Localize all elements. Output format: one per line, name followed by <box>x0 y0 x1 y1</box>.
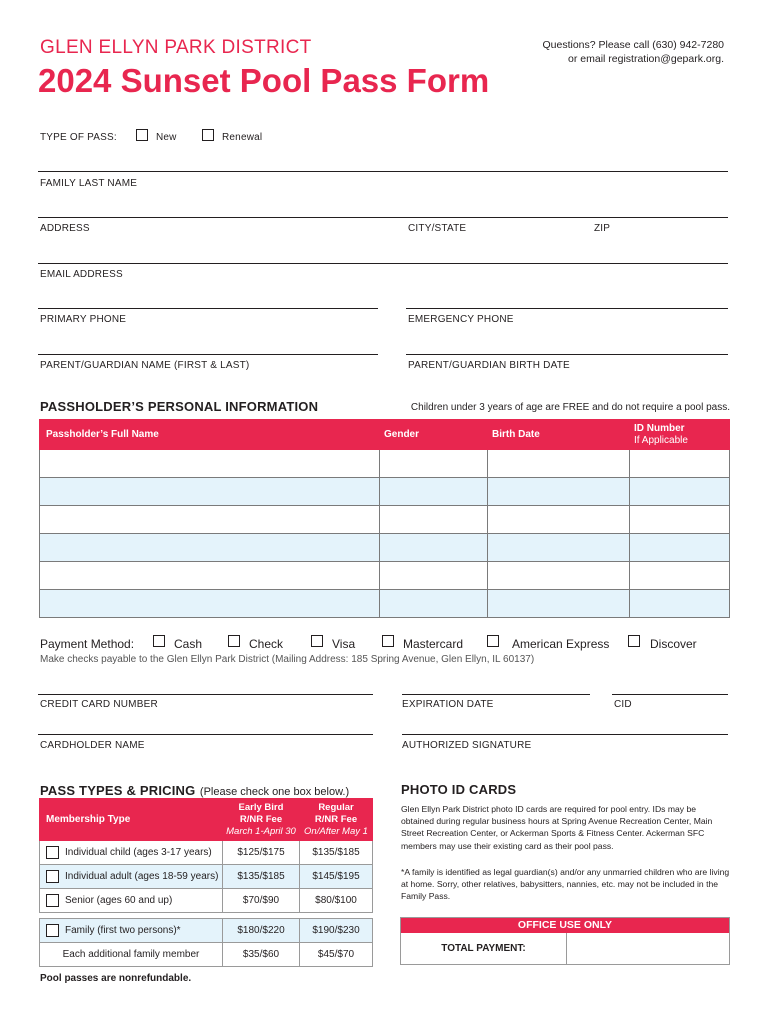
total-payment-label: TOTAL PAYMENT: <box>441 943 526 954</box>
passholder-age-note: Children under 3 years of age are FREE and do not require a pool pass. <box>410 402 730 413</box>
id-number-cell[interactable] <box>630 562 730 590</box>
email-line[interactable] <box>38 263 728 264</box>
gender-cell[interactable] <box>380 450 488 478</box>
regular-date-label: On/After May 1 <box>304 825 368 837</box>
membership-type-label: Individual child (ages 3-17 years) <box>65 847 212 859</box>
membership-type-column-header: Membership Type <box>40 799 223 841</box>
email-label: EMAIL ADDRESS <box>40 269 123 280</box>
birth-date-cell[interactable] <box>488 506 630 534</box>
new-pass-checkbox[interactable] <box>136 129 148 141</box>
membership-type-cell <box>40 865 223 889</box>
early-bird-price: $35/$60 <box>223 943 300 967</box>
membership-type-label: Each additional family member <box>62 949 200 960</box>
passholder-row <box>40 534 730 562</box>
adult-pass-checkbox[interactable] <box>46 870 59 883</box>
visa-label: Visa <box>332 637 356 651</box>
discover-option <box>650 635 697 653</box>
passholder-row <box>40 562 730 590</box>
family-last-name-label: FAMILY LAST NAME <box>40 178 138 189</box>
regular-price: $135/$185 <box>300 841 373 865</box>
office-use-header: OFFICE USE ONLY <box>401 918 729 933</box>
early-bird-price: $70/$90 <box>223 889 300 913</box>
family-definition-note: *A family is identified as legal guardian(s) and/or any unmarried children who are living at home. Sorry, other relatives, babysitters, nannies, etc. may not be included in the Family Pass. <box>401 867 730 902</box>
birth-date-cell[interactable] <box>488 478 630 506</box>
pricing-section-subtitle: (Please check one box below.) <box>199 786 350 798</box>
contact-phone: Questions? Please call (630) 942-7280 <box>542 39 724 51</box>
gender-cell[interactable] <box>380 506 488 534</box>
renewal-pass-checkbox[interactable] <box>202 129 214 141</box>
address-line[interactable] <box>38 217 728 218</box>
id-number-cell[interactable] <box>630 590 730 618</box>
regular-price: $80/$100 <box>300 889 373 913</box>
passholder-row <box>40 590 730 618</box>
gender-cell[interactable] <box>380 534 488 562</box>
cardholder-name-label: CARDHOLDER NAME <box>40 740 145 751</box>
credit-card-number-line[interactable] <box>38 694 373 695</box>
pricing-row-family <box>40 919 373 943</box>
cardholder-name-line[interactable] <box>38 734 373 735</box>
full-name-cell[interactable] <box>40 562 380 590</box>
guardian-birth-date-label: PARENT/GUARDIAN BIRTH DATE <box>408 360 570 371</box>
address-label: ADDRESS <box>40 223 90 234</box>
renewal-pass-option-label: Renewal <box>222 132 263 143</box>
cash-option <box>174 635 202 653</box>
expiration-date-label: EXPIRATION DATE <box>402 699 494 710</box>
office-use-box <box>400 917 730 965</box>
discover-label: Discover <box>650 637 697 651</box>
early-bird-price: $125/$175 <box>223 841 300 865</box>
id-number-column-header <box>630 420 730 450</box>
passholder-row <box>40 478 730 506</box>
pricing-row-senior <box>40 889 373 913</box>
membership-type-label: Individual adult (ages 18-59 years) <box>65 871 219 883</box>
authorized-signature-line[interactable] <box>402 734 728 735</box>
birth-date-cell[interactable] <box>488 534 630 562</box>
early-bird-column-header <box>223 799 300 841</box>
membership-type-cell <box>40 841 223 865</box>
guardian-name-label: PARENT/GUARDIAN NAME (FIRST & LAST) <box>40 360 250 371</box>
id-number-label: ID Number <box>634 422 685 434</box>
early-bird-price: $135/$185 <box>223 865 300 889</box>
pricing-row-adult <box>40 865 373 889</box>
gender-cell[interactable] <box>380 590 488 618</box>
cid-line[interactable] <box>612 694 728 695</box>
visa-option <box>332 635 355 653</box>
senior-pass-checkbox[interactable] <box>46 894 59 907</box>
full-name-column-header: Passholder’s Full Name <box>40 420 380 450</box>
city-state-label: CITY/STATE <box>408 223 467 234</box>
id-number-cell[interactable] <box>630 478 730 506</box>
zip-label: ZIP <box>594 223 611 234</box>
cash-checkbox[interactable] <box>153 635 165 647</box>
birth-date-cell[interactable] <box>488 450 630 478</box>
id-number-sublabel: If Applicable <box>634 434 688 446</box>
guardian-name-line[interactable] <box>38 354 378 355</box>
check-checkbox[interactable] <box>228 635 240 647</box>
full-name-cell[interactable] <box>40 590 380 618</box>
regular-price: $45/$70 <box>300 943 373 967</box>
authorized-signature-label: AUTHORIZED SIGNATURE <box>402 740 532 751</box>
organization-name: GLEN ELLYN PARK DISTRICT <box>40 37 312 58</box>
early-bird-date-label: March 1-April 30 <box>226 825 296 837</box>
passholder-row <box>40 450 730 478</box>
american-express-checkbox[interactable] <box>487 635 499 647</box>
check-payable-note: Make checks payable to the Glen Ellyn Park District (Mailing Address: 185 Spring Avenue, Glen Ellyn, IL 60137) <box>40 654 535 665</box>
mastercard-option <box>403 635 463 653</box>
full-name-cell[interactable] <box>40 534 380 562</box>
regular-fee-label: R/NR Fee <box>314 813 358 825</box>
emergency-phone-label: EMERGENCY PHONE <box>408 314 514 325</box>
membership-type-cell <box>40 943 223 967</box>
id-number-cell[interactable] <box>630 534 730 562</box>
full-name-cell[interactable] <box>40 478 380 506</box>
contact-info <box>464 38 724 66</box>
credit-card-number-label: CREDIT CARD NUMBER <box>40 699 158 710</box>
expiration-date-line[interactable] <box>402 694 590 695</box>
pricing-row-additional-member <box>40 943 373 967</box>
pass-type-label: TYPE OF PASS: <box>40 132 117 143</box>
cash-label: Cash <box>174 637 203 651</box>
passholder-section-title: PASSHOLDER’S PERSONAL INFORMATION <box>40 399 319 414</box>
new-pass-option-label: New <box>156 132 177 143</box>
regular-column-header <box>300 799 373 841</box>
total-payment-field[interactable] <box>566 933 730 964</box>
guardian-birth-date-line[interactable] <box>406 354 728 355</box>
gender-cell[interactable] <box>380 562 488 590</box>
id-number-cell[interactable] <box>630 450 730 478</box>
american-express-label: American Express <box>512 637 610 651</box>
child-pass-checkbox[interactable] <box>46 846 59 859</box>
gender-column-header: Gender <box>380 420 488 450</box>
emergency-phone-line[interactable] <box>406 308 728 309</box>
early-bird-fee-label: R/NR Fee <box>239 813 283 825</box>
membership-type-label: Family (first two persons)* <box>65 925 181 937</box>
nonrefundable-note: Pool passes are nonrefundable. <box>40 973 192 984</box>
membership-type-cell <box>40 919 223 943</box>
early-bird-price: $180/$220 <box>223 919 300 943</box>
passholder-row <box>40 506 730 534</box>
gender-cell[interactable] <box>380 478 488 506</box>
check-option <box>249 635 283 653</box>
mastercard-label: Mastercard <box>403 637 464 651</box>
contact-email: or email registration@gepark.org. <box>568 53 724 65</box>
pricing-row-child <box>40 841 373 865</box>
primary-phone-line[interactable] <box>38 308 378 309</box>
payment-method-text: Payment Method: <box>40 637 135 651</box>
pricing-table-header <box>40 799 373 841</box>
payment-method-label <box>40 635 134 653</box>
regular-price: $145/$195 <box>300 865 373 889</box>
birth-date-cell[interactable] <box>488 590 630 618</box>
family-last-name-line[interactable] <box>38 171 728 172</box>
passholder-table <box>39 419 730 618</box>
full-name-cell[interactable] <box>40 450 380 478</box>
full-name-cell[interactable] <box>40 506 380 534</box>
regular-price: $190/$230 <box>300 919 373 943</box>
primary-phone-label: PRIMARY PHONE <box>40 314 127 325</box>
membership-type-cell <box>40 889 223 913</box>
photo-id-section-title: PHOTO ID CARDS <box>401 782 517 797</box>
cid-label: CID <box>614 699 632 710</box>
check-label: Check <box>249 637 284 651</box>
american-express-option <box>512 635 609 653</box>
birth-date-cell[interactable] <box>488 562 630 590</box>
birth-date-column-header: Birth Date <box>488 420 630 450</box>
pricing-table <box>39 798 373 967</box>
discover-checkbox[interactable] <box>628 635 640 647</box>
family-pass-checkbox[interactable] <box>46 924 59 937</box>
mastercard-checkbox[interactable] <box>382 635 394 647</box>
photo-id-description: Glen Ellyn Park District photo ID cards are required for pool entry. IDs may be obtained during regular business hours at Spring Avenue Recreation Center, Main Street Recreation Center, or Ackerman Sports & Fitness Center. Ackerman SFC members may use their existing card as their pool pass. <box>401 804 713 851</box>
regular-label: Regular <box>318 801 354 813</box>
membership-type-label: Senior (ages 60 and up) <box>65 895 173 907</box>
id-number-cell[interactable] <box>630 506 730 534</box>
pricing-section-title: PASS TYPES & PRICING <box>40 783 196 798</box>
form-title: 2024 Sunset Pool Pass Form <box>38 62 490 99</box>
passholder-table-header <box>40 420 730 450</box>
early-bird-label: Early Bird <box>238 801 284 813</box>
visa-checkbox[interactable] <box>311 635 323 647</box>
